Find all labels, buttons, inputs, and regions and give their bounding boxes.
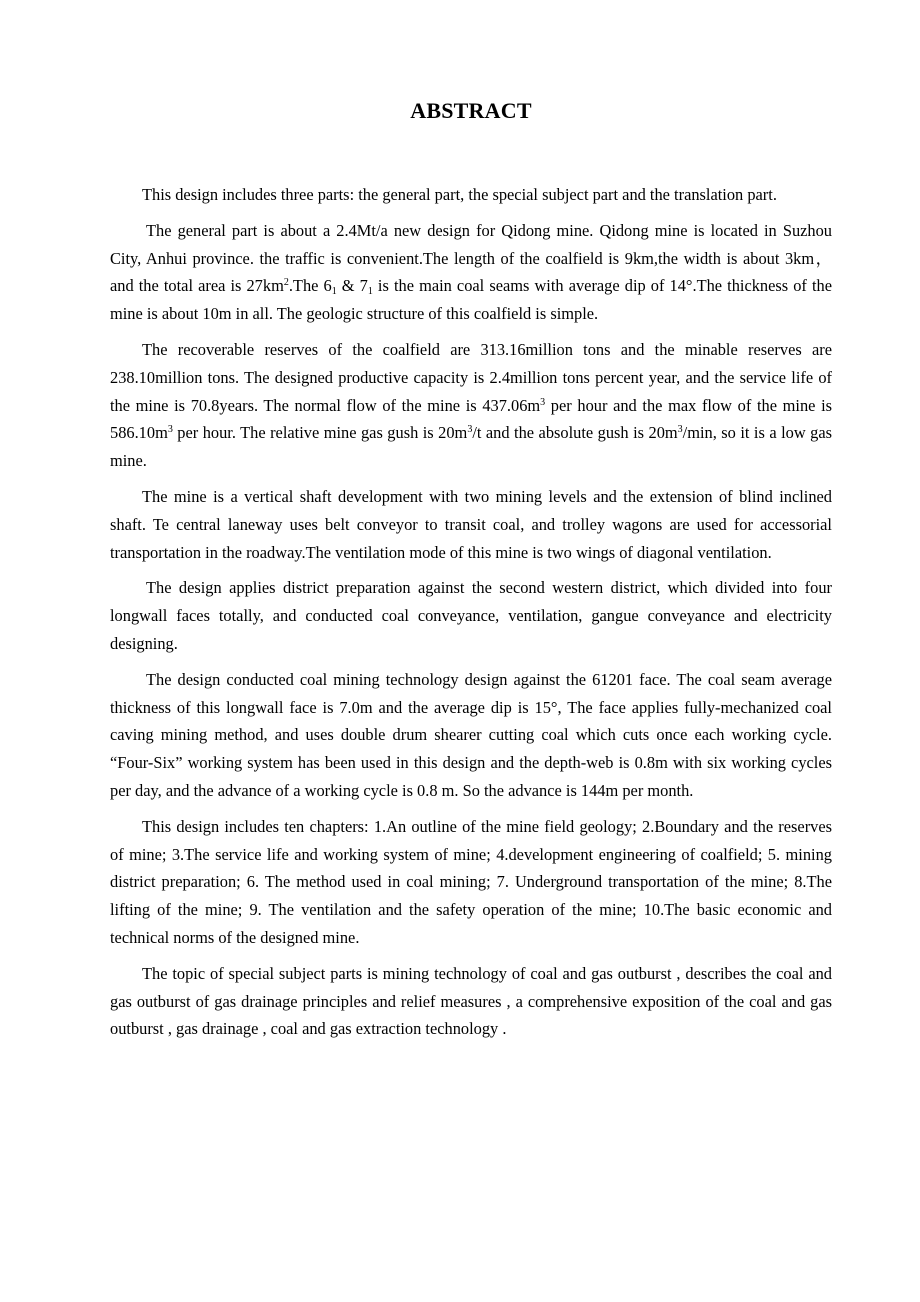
subscript: 1 <box>367 286 373 298</box>
text-segment: & 7 <box>336 276 368 296</box>
text-segment: per hour and the max flow of the mine is 586.10m <box>110 395 833 443</box>
abstract-body <box>110 181 832 1051</box>
paragraph-overview: This design includes three parts: the general part, the special subject part and the translation part. <box>142 185 777 204</box>
text-segment: The general part is about a 2.4Mt/a new design for Qidong mine. Qidong mine is located in Suzhou City, Anhui province. the traffic is convenient.The length of the coalfield is 9km,the width is about 3km， and the total area is 27km <box>110 220 832 296</box>
superscript: 2 <box>283 277 289 289</box>
superscript: 3 <box>467 424 473 436</box>
paragraph-mining-technology: The design conducted coal mining technology design against the 61201 face. The coal seam average thickness of this longwall face is 7.0m and the average dip is 15°, The face applies fully-mechanized coal caving mining method, and uses double drum shearer cutting coal which cuts once each working cycle. “Four-Six” working system has been used in this design and the depth-web is 0.8m with six working cycles per day, and the advance of a working cycle is 0.8 m. So the advance is 144m per month. <box>110 669 832 800</box>
text-segment: The recoverable reserves of the coalfield are 313.16million tons and the minable reserves are 238.10million tons. The designed productive capacity is 2.4million tons percent year, and the service life of the mine is 70.8years. The normal flow of the mine is 437.06m <box>110 339 832 415</box>
text-segment: per hour. The relative mine gas gush is 20m <box>172 423 468 443</box>
page-title: ABSTRACT <box>410 98 532 123</box>
text-segment: /min, so it is a low gas mine. <box>110 423 833 471</box>
paragraph-reserves <box>110 336 832 475</box>
paragraph-special-subject: The topic of special subject parts is mining technology of coal and gas outburst , describes the coal and gas outburst of gas drainage principles and relief measures , a comprehensive exposition of the coal and gas outburst , gas drainage , coal and gas extraction technology . <box>110 963 832 1039</box>
paragraph-district-preparation: The design applies district preparation against the second western district, which divided into four longwall faces totally, and conducted coal conveyance, ventilation, gangue conveyance and electricity designing. <box>110 578 832 653</box>
superscript: 3 <box>677 424 683 436</box>
paragraph-chapters: This design includes ten chapters: 1.An outline of the mine field geology; 2.Boundary and the reserves of mine; 3.The service life and working system of mine; 4.development engineering of coalfield; 5. mining district preparation; 6. The method used in coal mining; 7. Underground transportation of the mine; 8.The lifting of the mine; 9. The ventilation and the safety operation of the mine; 10.The basic economic and technical norms of the designed mine. <box>110 816 832 947</box>
text-segment: .The 6 <box>288 276 332 296</box>
text-segment: /t and the absolute gush is 20m <box>472 423 678 443</box>
paragraph-general-part <box>110 217 832 328</box>
text-segment: is the main coal seams with average dip of 14°.The thickness of the mine is about 10m in all. The geologic structure of this coalfield is simple. <box>110 276 833 324</box>
superscript: 3 <box>540 396 546 408</box>
paragraph-development: The mine is a vertical shaft development with two mining levels and the extension of blind inclined shaft. Te central laneway uses belt conveyor to transit coal, and trolley wagons are used for accessorial transportation in the roadway.The ventilation mode of this mine is two wings of diagonal ventilation. <box>110 486 832 562</box>
superscript: 3 <box>167 424 173 436</box>
subscript: 1 <box>331 286 337 298</box>
